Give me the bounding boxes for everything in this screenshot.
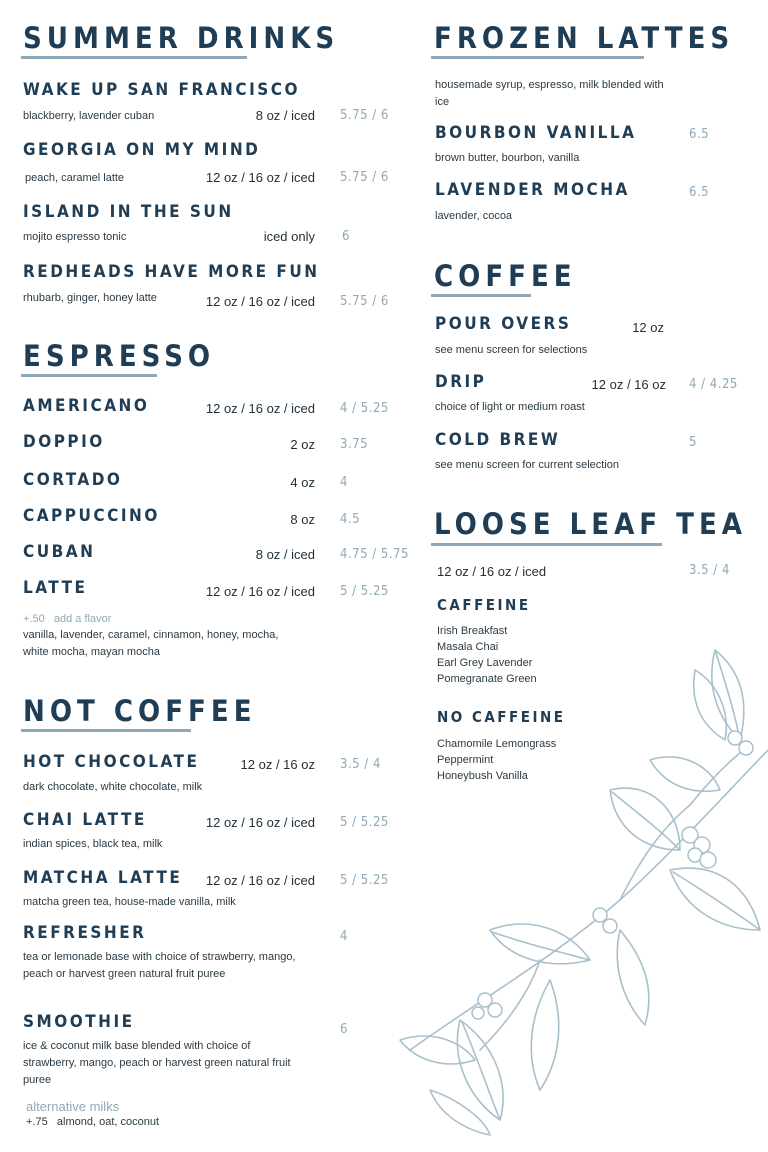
tea-name: Pomegranate Green: [437, 673, 537, 685]
section-underline: [431, 543, 662, 546]
menu-item-price: 6: [342, 229, 350, 244]
menu-item-name: CUBAN: [23, 542, 96, 562]
menu-item-name: LATTE: [23, 578, 88, 598]
section-underline: [431, 56, 644, 59]
tea-name: Chamomile Lemongrass: [437, 738, 557, 750]
menu-item-desc: lavender, cocoa: [435, 210, 513, 222]
menu-item-desc: dark chocolate, white chocolate, milk: [23, 781, 203, 793]
tea-price: 3.5 / 4: [689, 563, 730, 578]
menu-item-desc: brown butter, bourbon, vanilla: [435, 152, 580, 164]
menu-item-name: REFRESHER: [23, 923, 147, 943]
menu-item-price: 3.5 / 4: [340, 757, 381, 772]
tea-name: Peppermint: [437, 754, 494, 766]
menu-item-price: 5 / 5.25: [340, 873, 389, 888]
section-title-summer-drinks: SUMMER DRINKS: [23, 21, 340, 55]
menu-item-size: 12 oz / 16 oz: [591, 377, 666, 392]
section-underline: [431, 294, 531, 297]
menu-item-size: 12 oz / 16 oz / iced: [205, 170, 315, 185]
tea-caffeine-list: [437, 623, 537, 687]
section-title-coffee: COFFEE: [434, 259, 577, 293]
flavor-addon: [23, 613, 111, 625]
menu-item-desc: ice & coconut milk base blended with choice of strawberry, mango, peach or harvest green natural fruit puree: [23, 1040, 291, 1086]
alternative-milks: [26, 1114, 159, 1130]
section-title-espresso: ESPRESSO: [23, 339, 216, 373]
menu-item-name: HOT CHOCOLATE: [23, 752, 200, 772]
tea-name: Masala Chai: [437, 641, 499, 653]
menu-item-name: SMOOTHIE: [23, 1012, 135, 1032]
tea-caffeine-title: CAFFEINE: [437, 596, 531, 614]
flavor-list: vanilla, lavender, caramel, cinnamon, honey, mocha, white mocha, mayan mocha: [23, 629, 279, 658]
menu-item-size: 12 oz / 16 oz / iced: [205, 294, 315, 309]
menu-item-price: 4: [340, 929, 348, 944]
menu-item-size: 12 oz / 16 oz / iced: [205, 815, 315, 830]
menu-item-size: 2 oz: [290, 437, 315, 452]
section-title-not-coffee: NOT COFFEE: [23, 694, 257, 728]
menu-item-size: 12 oz / 16 oz / iced: [205, 584, 315, 599]
flavor-price: +.50: [23, 613, 45, 625]
section-underline: [21, 374, 157, 377]
section-title-loose-leaf-tea: LOOSE LEAF TEA: [434, 507, 748, 541]
menu-item-desc: indian spices, black tea, milk: [23, 838, 163, 850]
menu-item-name: COLD BREW: [435, 430, 561, 450]
menu-item-price: 5 / 5.25: [340, 815, 389, 830]
menu-item-price: 4.75 / 5.75: [340, 547, 409, 562]
menu-item-size: 4 oz: [290, 475, 315, 490]
menu-item-price: 4.5: [340, 512, 361, 527]
menu-item-name: REDHEADS HAVE MORE FUN: [23, 262, 320, 282]
menu-item-desc: rhubarb, ginger, honey latte: [23, 292, 157, 304]
menu-item-name: LAVENDER MOCHA: [435, 180, 630, 200]
menu-item-name: POUR OVERS: [435, 314, 572, 334]
menu-item-size: 12 oz / 16 oz: [240, 757, 315, 772]
tea-size: 12 oz / 16 oz / iced: [437, 564, 547, 579]
menu-item-name: ISLAND IN THE SUN: [23, 202, 234, 222]
menu-item-price: 5.75 / 6: [340, 170, 389, 185]
menu-item-size: 12 oz / 16 oz / iced: [205, 401, 315, 416]
menu-item-desc: see menu screen for selections: [435, 344, 588, 356]
menu-item-size: 8 oz / iced: [255, 547, 315, 562]
menu-item-desc: mojito espresso tonic: [23, 231, 127, 243]
menu-item-price: 6.5: [689, 185, 710, 200]
menu-item-price: 5: [689, 435, 697, 450]
tea-no-caffeine-title: NO CAFFEINE: [437, 708, 566, 726]
menu-item-name: GEORGIA ON MY MIND: [23, 140, 261, 160]
alt-milk-list: almond, oat, coconut: [56, 1116, 160, 1128]
menu-item-price: 3.75: [340, 437, 369, 452]
menu-item-price: 4 / 4.25: [689, 377, 738, 392]
alternative-milks-label: alternative milks: [26, 1099, 120, 1114]
menu-item-size: 8 oz: [290, 512, 315, 527]
menu-item-size: 8 oz / iced: [255, 108, 315, 123]
menu-item-price: 4: [340, 475, 348, 490]
section-title-frozen-lattes: FROZEN LATTES: [434, 21, 735, 55]
frozen-intro: housemade syrup, espresso, milk blended with ice: [435, 79, 664, 108]
menu-item-name: DRIP: [435, 372, 487, 392]
menu-item-name: CAPPUCCINO: [23, 506, 160, 526]
menu-item-name: WAKE UP SAN FRANCISCO: [23, 80, 301, 100]
menu-item-name: CORTADO: [23, 470, 123, 490]
menu-item-desc: blackberry, lavender cuban: [23, 110, 155, 122]
tea-name: Honeybush Vanilla: [437, 770, 528, 782]
section-underline: [21, 56, 247, 59]
tea-no-caffeine-list: [437, 736, 556, 784]
tea-name: Irish Breakfast: [437, 625, 508, 637]
menu-item-price: 4 / 5.25: [340, 401, 389, 416]
menu-item-name: CHAI LATTE: [23, 810, 147, 830]
menu-item-size: 12 oz / 16 oz / iced: [205, 873, 315, 888]
coffee-branch-illustration: [390, 630, 768, 1140]
flavor-label: add a flavor: [53, 613, 112, 625]
menu-item-desc: see menu screen for current selection: [435, 459, 620, 471]
menu-item-price: 6: [340, 1022, 348, 1037]
menu-item-size: iced only: [263, 229, 315, 244]
menu-item-desc: matcha green tea, house-made vanilla, milk: [23, 896, 236, 908]
menu-item-name: DOPPIO: [23, 432, 105, 452]
menu-item-name: AMERICANO: [23, 396, 150, 416]
tea-name: Earl Grey Lavender: [437, 657, 533, 669]
alt-milk-price: +.75: [26, 1116, 48, 1128]
menu-item-price: 5.75 / 6: [340, 294, 389, 309]
menu-item-desc: choice of light or medium roast: [435, 401, 585, 413]
menu-item-price: 5 / 5.25: [340, 584, 389, 599]
menu-item-size: 12 oz: [632, 320, 664, 335]
menu-item-desc: tea or lemonade base with choice of strawberry, mango, peach or harvest green natural fruit puree: [23, 951, 296, 980]
section-underline: [21, 729, 191, 732]
menu-item-name: BOURBON VANILLA: [435, 123, 637, 143]
menu-item-name: MATCHA LATTE: [23, 868, 183, 888]
menu-item-price: 5.75 / 6: [340, 108, 389, 123]
menu-item-desc: peach, caramel latte: [25, 172, 125, 184]
menu-item-price: 6.5: [689, 127, 710, 142]
